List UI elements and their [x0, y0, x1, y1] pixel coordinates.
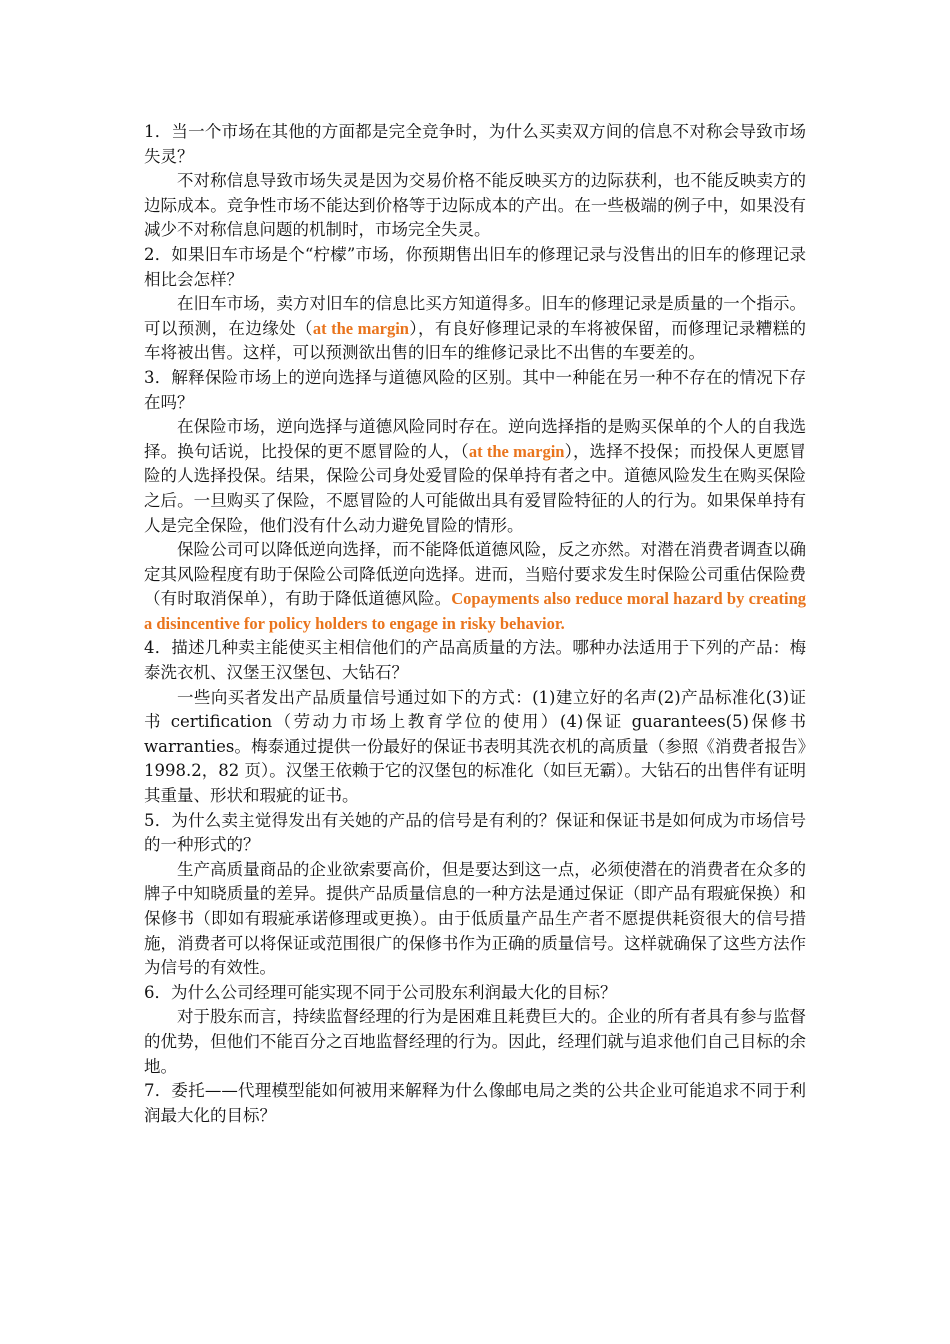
question-1: 1．当一个市场在其他的方面都是完全竞争时，为什么买卖双方间的信息不对称会导致市场失灵？ [144, 122, 806, 166]
question-5: 5．为什么卖主觉得发出有关她的产品的信号是有利的？保证和保证书是如何成为市场信号的一种形式的？ [144, 810, 806, 855]
highlight-term: at the margin [468, 441, 565, 461]
question-2: 2．如果旧车市场是个“柠檬”市场，你预期售出旧车的修理记录与没售出的旧车的修理记录相比会怎样？ [144, 244, 806, 289]
document-page [144, 120, 806, 1128]
answer-2: 在旧车市场，卖方对旧车的信息比买方知道得多。旧车的修理记录是质量的一个指示。可以预测，在边缘处（at the margin），有良好修理记录的车将被保留，而修理记录糟糕的车将被出售。这样，可以预测欲出售的旧车的维修记录比不出售的车要差的。 [144, 294, 806, 363]
answer-4: 一些向买者发出产品质量信号通过如下的方式：(1)建立好的名声(2)产品标准化(3)证书 certification（劳动力市场上教育学位的使用）(4)保证 guarantees(5)保修书 warranties。梅泰通过提供一份最好的保证书表明其洗衣机的高质量（参照《消费者报告》1998.2，82 页）。汉堡王依赖于它的汉堡包的标准化（如巨无霸）。大钻石的出售伴有证明其重量、形状和瑕疵的证书。 [144, 687, 806, 806]
answer-5: 生产高质量商品的企业欲索要高价，但是要达到这一点，必须使潜在的消费者在众多的牌子中知晓质量的差异。提供产品质量信息的一种方法是通过保证（即产品有瑕疵保换）和保修书（即如有瑕疵承诺修理或更换）。由于低质量产品生产者不愿提供耗资很大的信号措施，消费者可以将保证或范围很广的保修书作为正确的质量信号。这样就确保了这些方法作为信号的有效性。 [144, 859, 806, 978]
question-3: 3．解释保险市场上的逆向选择与道德风险的区别。其中一种能在另一种不存在的情况下存在吗？ [144, 367, 806, 412]
answer-3-continued: 保险公司可以降低逆向选择，而不能降低道德风险，反之亦然。对潜在消费者调查以确定其风险程度有助于保险公司降低逆向选择。进而，当赔付要求发生时保险公司重估保险费（有时取消保单），有助于降低道德风险。Copayments also reduce moral hazard by creating a disincentive for policy holders to engage in risky behavior. [144, 540, 806, 633]
question-4: 4．描述几种卖主能使买主相信他们的产品高质量的方法。哪种办法适用于下列的产品：梅泰洗衣机、汉堡王汉堡包、大钻石？ [144, 638, 806, 683]
answer-6: 对于股东而言，持续监督经理的行为是困难且耗费巨大的。企业的所有者具有参与监督的优势，但他们不能百分之百地监督经理的行为。因此，经理们就与追求他们自己目标的余地。 [144, 1007, 806, 1076]
answer-3: 在保险市场，逆向选择与道德风险同时存在。逆向选择指的是购买保单的个人的自我选择。换句话说，比投保的更不愿冒险的人，（at the margin），选择不投保；而投保人更愿冒险的人选择投保。结果，保险公司身处爱冒险的保单持有者之中。道德风险发生在购买保险之后。一旦购买了保险，不愿冒险的人可能做出具有爱冒险特征的人的行为。如果保单持有人是完全保险，他们没有什么动力避免冒险的情形。 [144, 417, 807, 535]
highlight-term: at the margin [312, 318, 409, 338]
question-6: 6．为什么公司经理可能实现不同于公司股东利润最大化的目标？ [144, 982, 617, 1002]
answer-1: 不对称信息导致市场失灵是因为交易价格不能反映买方的边际获利，也不能反映卖方的边际成本。竞争性市场不能达到价格等于边际成本的产出。在一些极端的例子中，如果没有减少不对称信息问题的机制时，市场完全失灵。 [144, 171, 806, 240]
highlight-sentence: Copayments also reduce moral hazard by creating a disincentive for policy holders to engage in risky behavior. [144, 589, 806, 633]
question-7: 7．委托——代理模型能如何被用来解释为什么像邮电局之类的公共企业可能追求不同于利润最大化的目标？ [144, 1081, 806, 1125]
